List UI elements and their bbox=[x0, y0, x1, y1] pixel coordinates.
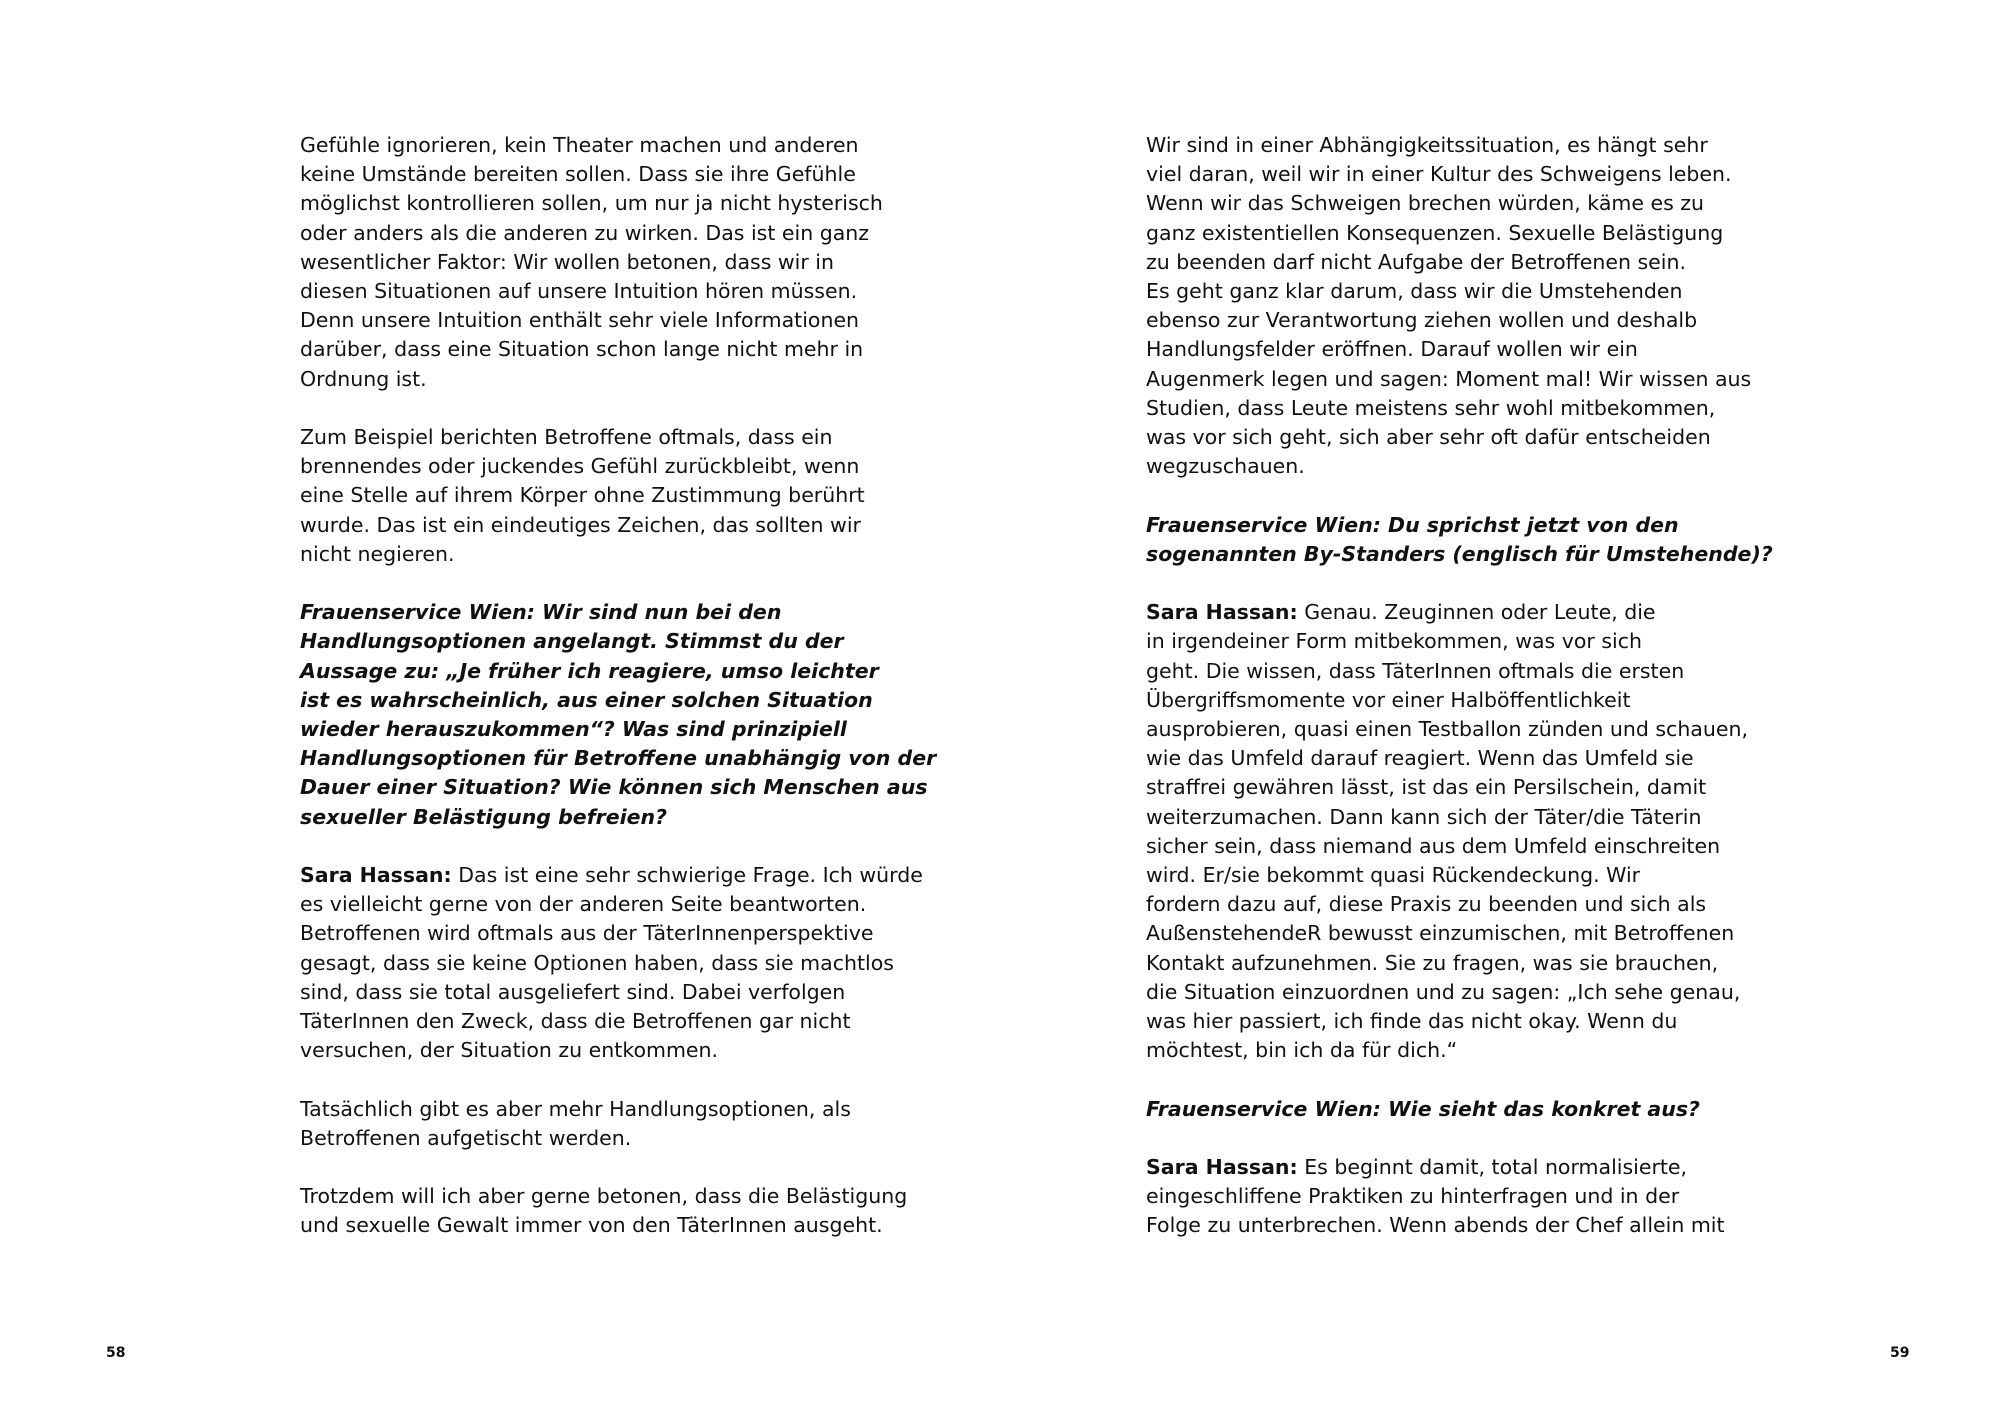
speaker-name: Sara Hassan: bbox=[1146, 600, 1298, 625]
question-line: ist es wahrscheinlich, aus einer solchen Situation bbox=[300, 687, 873, 712]
text-line: Kontakt aufzunehmen. Sie zu fragen, was sie brauchen, bbox=[1146, 950, 1719, 975]
text-line: diesen Situationen auf unsere Intuition hören müssen. bbox=[300, 279, 858, 304]
text-line: ebenso zur Verantwortung ziehen wollen und deshalb bbox=[1146, 308, 1698, 333]
text-line: nicht negieren. bbox=[300, 541, 455, 566]
answer-text: Es beginnt damit, total normalisierte, bbox=[1297, 1155, 1688, 1180]
text-line: gesagt, dass sie keine Optionen haben, dass sie machtlos bbox=[300, 950, 894, 975]
answer-text: Das ist eine sehr schwierige Frage. Ich würde bbox=[451, 863, 923, 888]
text-line: Übergriffsmomente vor einer Halböffentlichkeit bbox=[1146, 687, 1631, 712]
text-line: ganz existentiellen Konsequenzen. Sexuelle Belästigung bbox=[1146, 220, 1724, 245]
question-line: Handlungsoptionen angelangt. Stimmst du der bbox=[300, 629, 844, 654]
question-line: Frauenservice Wien: Wie sieht das konkret aus? bbox=[1146, 1096, 1700, 1121]
interview-question bbox=[300, 598, 937, 832]
text-line: eine Stelle auf ihrem Körper ohne Zustimmung berührt bbox=[300, 483, 865, 508]
answer-first-line bbox=[1146, 598, 1736, 627]
question-line: sexueller Belästigung befreien? bbox=[300, 804, 668, 829]
text-line: Augenmerk legen und sagen: Moment mal! Wir wissen aus bbox=[1146, 366, 1752, 391]
text-line: was vor sich geht, sich aber sehr oft dafür entscheiden bbox=[1146, 425, 1711, 450]
text-line: Gefühle ignorieren, kein Theater machen und anderen bbox=[300, 133, 859, 157]
text-line: sicher sein, dass niemand aus dem Umfeld einschreiten bbox=[1146, 833, 1721, 858]
text-line: Zum Beispiel berichten Betroffene oftmals, dass ein bbox=[300, 425, 833, 450]
text-line: wie das Umfeld darauf reagiert. Wenn das Umfeld sie bbox=[1146, 746, 1694, 771]
text-line: weiterzumachen. Dann kann sich der Täter/die Täterin bbox=[1146, 804, 1702, 829]
text-line: und sexuelle Gewalt immer von den TäterInnen ausgeht. bbox=[300, 1213, 883, 1238]
paragraph bbox=[300, 131, 890, 394]
interview-question bbox=[1146, 1095, 1736, 1124]
text-line: Es geht ganz klar darum, dass wir die Umstehenden bbox=[1146, 279, 1683, 304]
text-line: Betroffenen aufgetischt werden. bbox=[300, 1125, 632, 1150]
text-line: versuchen, der Situation zu entkommen. bbox=[300, 1038, 719, 1063]
text-line: straffrei gewähren lässt, ist das ein Persilschein, damit bbox=[1146, 775, 1707, 800]
text-line: viel daran, weil wir in einer Kultur des Schweigens leben. bbox=[1146, 162, 1732, 187]
question-line: Frauenservice Wien: Wir sind nun bei den bbox=[300, 600, 782, 625]
question-line: Frauenservice Wien: Du sprichst jetzt von den bbox=[1146, 512, 1679, 537]
text-line: wurde. Das ist ein eindeutiges Zeichen, das sollten wir bbox=[300, 512, 861, 537]
text-line: möchtest, bin ich da für dich.“ bbox=[1146, 1038, 1458, 1063]
question-line: Aussage zu: „Je früher ich reagiere, umso leichter bbox=[300, 658, 879, 683]
question-line: wieder herauszukommen“? Was sind prinzipiell bbox=[300, 717, 847, 742]
text-line: möglichst kontrollieren sollen, um nur ja nicht hysterisch bbox=[300, 191, 883, 216]
answer-first-line bbox=[300, 861, 923, 890]
text-line: brennendes oder juckendes Gefühl zurückbleibt, wenn bbox=[300, 454, 860, 479]
right-text-column bbox=[1146, 131, 1773, 1270]
interview-answer bbox=[1146, 1153, 1736, 1241]
paragraph bbox=[300, 1095, 890, 1153]
text-line: Tatsächlich gibt es aber mehr Handlungsoptionen, als bbox=[300, 1096, 851, 1121]
text-line: oder anders als die anderen zu wirken. Das ist ein ganz bbox=[300, 220, 870, 245]
paragraph bbox=[300, 1182, 908, 1240]
text-line: AußenstehendeR bewusst einzumischen, mit Betroffenen bbox=[1146, 921, 1735, 946]
page-number: 59 bbox=[1890, 1345, 1910, 1361]
text-line: TäterInnen den Zweck, dass die Betroffenen gar nicht bbox=[300, 1009, 851, 1034]
question-line: Handlungsoptionen für Betroffene unabhängig von der bbox=[300, 746, 937, 771]
text-line: Wir sind in einer Abhängigkeitssituation, es hängt sehr bbox=[1146, 133, 1708, 157]
text-line: ausprobieren, quasi einen Testballon zünden und schauen, bbox=[1146, 717, 1748, 742]
text-line: sind, dass sie total ausgeliefert sind. Dabei verfolgen bbox=[300, 979, 846, 1004]
speaker-name: Sara Hassan: bbox=[300, 863, 452, 888]
text-line: die Situation einzuordnen und zu sagen: „Ich sehe genau, bbox=[1146, 979, 1741, 1004]
text-line: fordern dazu auf, diese Praxis zu beenden und sich als bbox=[1146, 892, 1707, 917]
text-line: zu beenden darf nicht Aufgabe der Betroffenen sein. bbox=[1146, 249, 1686, 274]
text-line: darüber, dass eine Situation schon lange nicht mehr in bbox=[300, 337, 864, 362]
text-line: wegzuschauen. bbox=[1146, 454, 1305, 479]
text-line: keine Umstände bereiten sollen. Dass sie ihre Gefühle bbox=[300, 162, 856, 187]
paragraph bbox=[300, 423, 890, 569]
paragraph bbox=[1146, 131, 1752, 481]
answer-first-line bbox=[1146, 1153, 1736, 1182]
interview-answer bbox=[1146, 598, 1748, 1065]
page-number: 58 bbox=[106, 1345, 126, 1361]
text-line: Ordnung ist. bbox=[300, 366, 427, 391]
speaker-name: Sara Hassan: bbox=[1146, 1155, 1298, 1180]
text-line: Folge zu unterbrechen. Wenn abends der Chef allein mit bbox=[1146, 1213, 1725, 1238]
right-page bbox=[1000, 0, 2000, 1412]
text-line: wesentlicher Faktor: Wir wollen betonen, dass wir in bbox=[300, 249, 834, 274]
text-line: Trotzdem will ich aber gerne betonen, dass die Belästigung bbox=[300, 1184, 908, 1209]
text-line: Wenn wir das Schweigen brechen würden, käme es zu bbox=[1146, 191, 1705, 216]
text-line: in irgendeiner Form mitbekommen, was vor sich bbox=[1146, 629, 1642, 654]
left-text-column bbox=[300, 131, 937, 1270]
text-line: Handlungsfelder eröffnen. Darauf wollen wir ein bbox=[1146, 337, 1638, 362]
question-line: Dauer einer Situation? Wie können sich Menschen aus bbox=[300, 775, 928, 800]
text-line: Betroffenen wird oftmals aus der TäterInnenperspektive bbox=[300, 921, 874, 946]
answer-text: Genau. Zeuginnen oder Leute, die bbox=[1297, 600, 1656, 625]
question-line: sogenannten By-Standers (englisch für Umstehende)? bbox=[1146, 541, 1773, 566]
text-line: Denn unsere Intuition enthält sehr viele Informationen bbox=[300, 308, 860, 333]
text-line: eingeschliffene Praktiken zu hinterfragen und in der bbox=[1146, 1184, 1680, 1209]
text-line: was hier passiert, ich finde das nicht okay. Wenn du bbox=[1146, 1009, 1678, 1034]
text-line: es vielleicht gerne von der anderen Seite beantworten. bbox=[300, 892, 867, 917]
text-line: Studien, dass Leute meistens sehr wohl mitbekommen, bbox=[1146, 395, 1716, 420]
text-line: geht. Die wissen, dass TäterInnen oftmals die ersten bbox=[1146, 658, 1685, 683]
interview-answer bbox=[300, 861, 923, 1065]
text-line: wird. Er/sie bekommt quasi Rückendeckung. Wir bbox=[1146, 863, 1641, 888]
interview-question bbox=[1146, 511, 1773, 569]
